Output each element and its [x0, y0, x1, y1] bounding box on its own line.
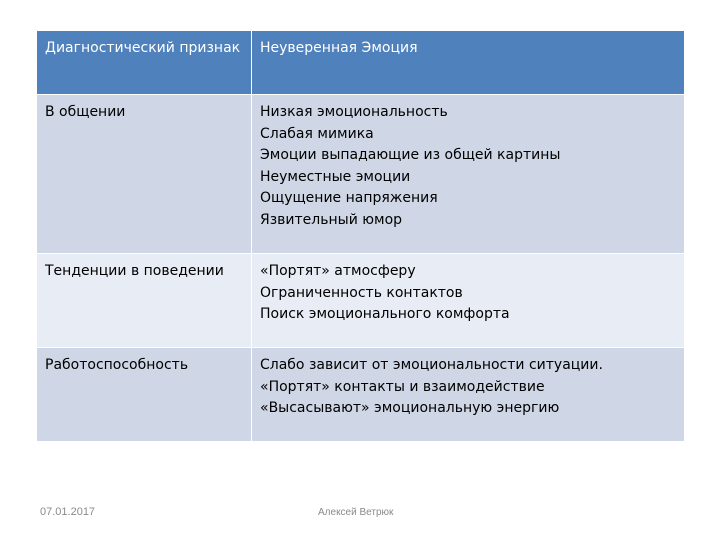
diagnostic-table: [36, 30, 685, 442]
header-cell-sign: Диагностический признак: [37, 31, 252, 95]
list-item: Слабая мимика: [260, 125, 374, 142]
list-item: Ощущение напряжения: [260, 190, 438, 206]
row-sign-cell: Работоспособность: [37, 348, 252, 442]
row-items-cell: [252, 348, 685, 442]
header-cell-emotion: Неуверенная Эмоция: [252, 31, 685, 95]
row-sign-cell: В общении: [37, 95, 252, 254]
row-items-cell: [252, 95, 685, 254]
list-item: Неуместные эмоции: [260, 168, 411, 185]
row-items-cell: [252, 254, 685, 348]
table-row: [37, 95, 685, 254]
table-header-row: [37, 31, 685, 95]
list-item: Слабо зависит от эмоциональности ситуации.: [260, 357, 603, 373]
list-item: Низкая эмоциональность: [260, 104, 448, 120]
footer-date: 07.01.2017: [40, 506, 96, 518]
list-item: Ограниченность контактов: [260, 284, 463, 301]
list-item: «Портят» контакты и взаимодействие: [260, 378, 545, 395]
footer-author: Алексей Ветрюк: [318, 507, 394, 518]
list-item: «Высасывают» эмоциональную энергию: [260, 400, 560, 416]
list-item: Поиск эмоционального комфорта: [260, 306, 510, 322]
list-item: Эмоции выпадающие из общей картины: [260, 147, 561, 163]
row-sign-cell: Тенденции в поведении: [37, 254, 252, 348]
list-item: Язвительный юмор: [260, 211, 403, 228]
table-row: [37, 348, 685, 442]
table-row: [37, 254, 685, 348]
list-item: «Портят» атмосферу: [260, 263, 416, 279]
